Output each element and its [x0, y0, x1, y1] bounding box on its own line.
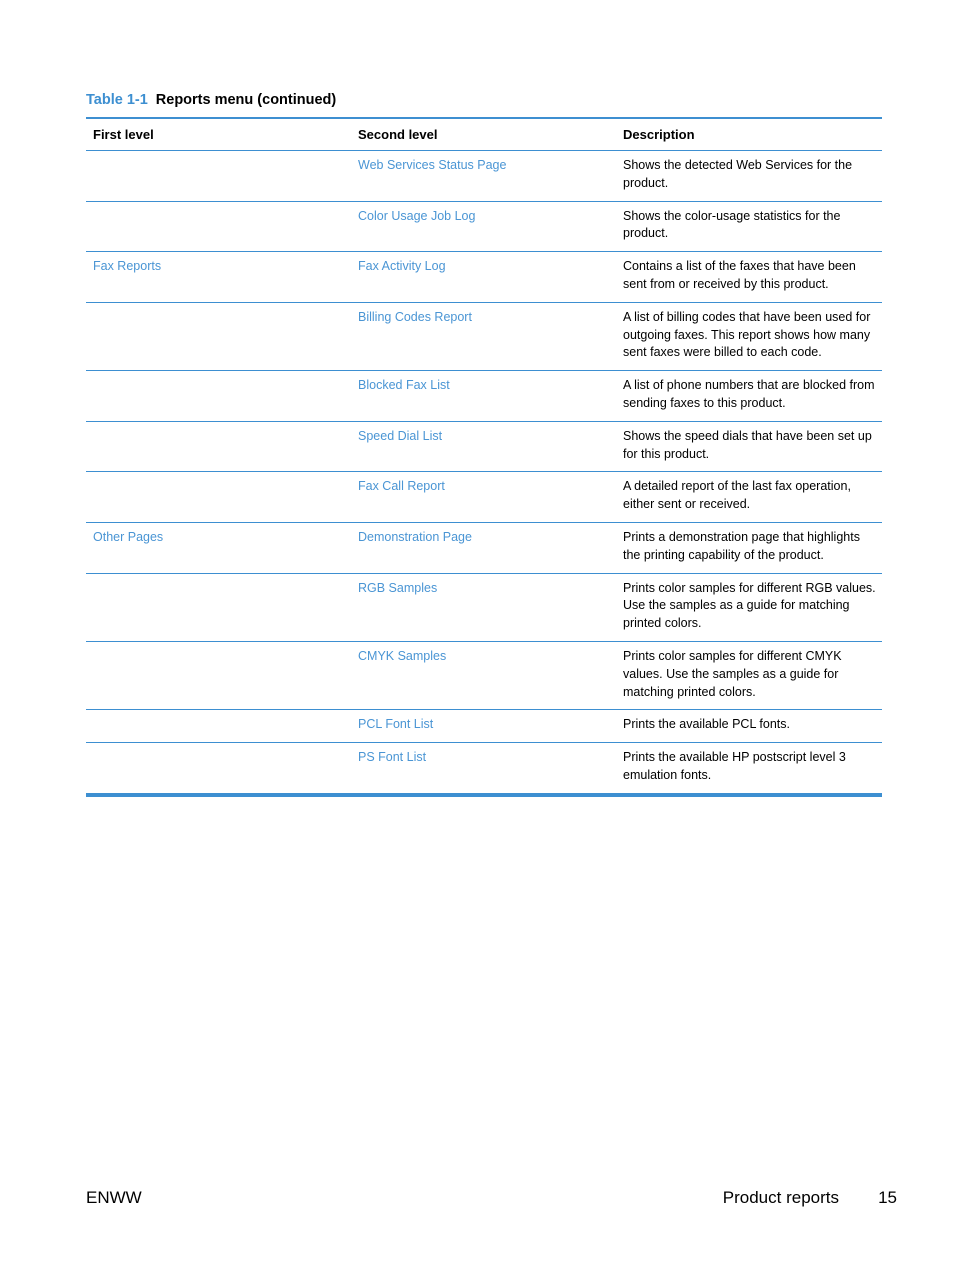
second-level-link[interactable]: PCL Font List: [358, 717, 434, 732]
table-caption-title: Reports menu (continued): [155, 92, 337, 108]
second-level-link[interactable]: PS Font List: [358, 750, 427, 765]
second-level-cell: [351, 151, 616, 202]
first-level-cell: [86, 743, 351, 795]
description-cell: A detailed report of the last fax operation, either sent or received.: [616, 472, 882, 523]
table-row: [86, 421, 882, 472]
table-row: [86, 743, 882, 795]
header-second-level: Second level: [351, 118, 616, 151]
footer-section-title: Product reports: [722, 1188, 839, 1207]
description-cell: Shows the detected Web Services for the product.: [616, 151, 882, 202]
second-level-cell: [351, 743, 616, 795]
table-row: [86, 522, 882, 573]
table-row: [86, 151, 882, 202]
table-row: [86, 573, 882, 641]
second-level-link[interactable]: Billing Codes Report: [358, 309, 472, 324]
second-level-cell: [351, 201, 616, 252]
second-level-link[interactable]: RGB Samples: [358, 580, 438, 595]
second-level-cell: [351, 302, 616, 370]
description-cell: Prints color samples for different RGB values. Use the samples as a guide for matching printed colors.: [616, 573, 882, 641]
first-level-cell: [86, 641, 351, 709]
second-level-cell: [351, 522, 616, 573]
first-level-cell: [86, 151, 351, 202]
table-header-row: [86, 118, 882, 151]
first-level-cell: [86, 302, 351, 370]
second-level-cell: [351, 472, 616, 523]
table-row: [86, 641, 882, 709]
first-level-cell: [86, 710, 351, 743]
second-level-link[interactable]: Blocked Fax List: [358, 378, 450, 393]
second-level-link[interactable]: Speed Dial List: [358, 428, 443, 443]
header-first-level: First level: [86, 118, 351, 151]
second-level-link[interactable]: Web Services Status Page: [358, 158, 507, 172]
first-level-cell: [86, 573, 351, 641]
reports-menu-table: [86, 117, 882, 797]
table-row: [86, 201, 882, 252]
second-level-link[interactable]: Fax Call Report: [358, 479, 445, 494]
description-cell: Prints a demonstration page that highlights the printing capability of the product.: [616, 522, 882, 573]
first-level-link[interactable]: Fax Reports: [93, 259, 162, 274]
second-level-cell: [351, 641, 616, 709]
first-level-cell: [86, 201, 351, 252]
description-cell: Prints color samples for different CMYK values. Use the samples as a guide for matching printed colors.: [616, 641, 882, 709]
description-cell: Prints the available HP postscript level 3 emulation fonts.: [623, 750, 846, 782]
footer-page-number: 15: [878, 1188, 897, 1207]
table-row: [86, 472, 882, 523]
description-cell: Prints the available PCL fonts.: [616, 710, 882, 743]
description-cell: Shows the color-usage statistics for the product.: [616, 201, 882, 252]
table-row: [86, 252, 882, 303]
second-level-cell: [351, 252, 616, 303]
footer-left-text: ENWW: [86, 1188, 142, 1207]
first-level-cell: [86, 252, 351, 303]
description-cell: Contains a list of the faxes that have been sent from or received by this product.: [616, 252, 882, 303]
first-level-link[interactable]: Other Pages: [93, 529, 164, 544]
first-level-cell: [86, 371, 351, 422]
second-level-link[interactable]: CMYK Samples: [358, 648, 447, 663]
second-level-cell: [351, 421, 616, 472]
description-cell: A list of phone numbers that are blocked from sending faxes to this product.: [616, 371, 882, 422]
first-level-cell: [86, 421, 351, 472]
description-cell: Shows the speed dials that have been set up for this product.: [616, 421, 882, 472]
second-level-cell: [351, 710, 616, 743]
second-level-link[interactable]: Fax Activity Log: [358, 259, 446, 274]
second-level-cell: [351, 371, 616, 422]
table-caption: [86, 92, 336, 108]
header-description: Description: [616, 118, 882, 151]
second-level-link[interactable]: Color Usage Job Log: [358, 208, 476, 223]
second-level-cell: [351, 573, 616, 641]
table-row: [86, 710, 882, 743]
first-level-cell: [86, 472, 351, 523]
table-row: [86, 302, 882, 370]
second-level-link[interactable]: Demonstration Page: [358, 529, 472, 544]
table-caption-label: Table 1-1: [86, 92, 148, 108]
table-row: [86, 371, 882, 422]
description-cell: A list of billing codes that have been used for outgoing faxes. This report shows how many sent faxes were billed to each code.: [616, 302, 882, 370]
first-level-cell: [86, 522, 351, 573]
